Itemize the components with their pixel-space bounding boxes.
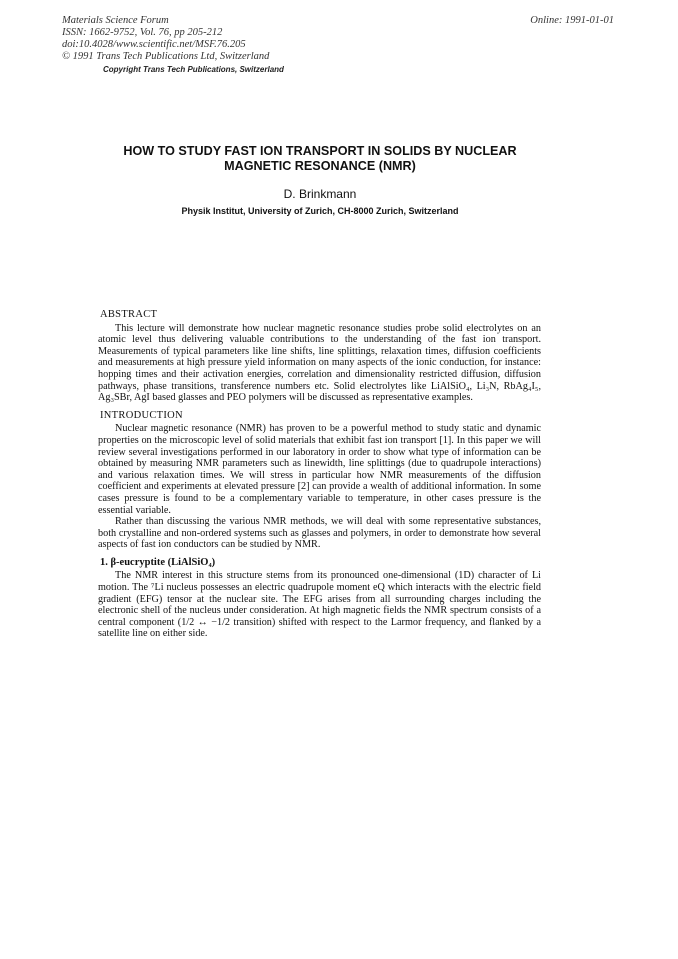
journal-doi: doi:10.4028/www.scientific.net/MSF.76.205 — [62, 39, 246, 50]
introduction-paragraph-1: Nuclear magnetic resonance (NMR) has proven to be a powerful method to study static and dynamic properties on the microscopic level of solid materials that exhibit fast ion transport [1]. In this paper we will review several investigations performed in our laboratory in order to show what type of information can be obtained by measuring NMR parameters such as linewidth, line splittings (due to quadrupole interactions) and various relaxation times. We will stress in particular how NMR measurements of the diffusion coefficient and experiments at elevated pressure [2] can provide a wealth of additional information. In some cases pressure is found to be a complementary variable to temperature, in other cases pressure is the essential variable. — [98, 423, 541, 516]
online-date: Online: 1991-01-01 — [530, 15, 614, 26]
abstract-heading: ABSTRACT — [100, 309, 158, 320]
abstract-section — [98, 309, 541, 404]
journal-issn: ISSN: 1662-9752, Vol. 76, pp 205-212 — [62, 27, 223, 38]
journal-name: Materials Science Forum — [62, 15, 169, 26]
paper-title — [100, 144, 540, 174]
introduction-heading: INTRODUCTION — [100, 409, 183, 421]
eucryptite-heading: 1. β-eucryptite (LiAlSiO₄) — [100, 556, 216, 568]
author-name: D. Brinkmann — [283, 187, 357, 201]
eucryptite-section — [98, 557, 541, 640]
paper-body — [98, 309, 541, 640]
eucryptite-paragraph: The NMR interest in this structure stems from its pronounced one-dimensional (1D) character of Li motion. The ⁷Li nucleus possesses an electric quadrupole moment eQ which interacts with the electric field gradient (EFG) tensor at the nuclear site. The EFG arises from all surrounding charges including the electronic shell of the nucleus under consideration. At high magnetic fields the NMR spectrum consists of a central component (1/2 ↔ −1/2 transition) shifted with respect to the Larmor frequency, and flanked by a satellite line on either side. — [98, 570, 541, 640]
abstract-paragraph: This lecture will demonstrate how nuclear magnetic resonance studies probe solid electrolytes on an atomic level thus delivering valuable contributions to the understanding of the fast ion transport. Measurements of typical parameters like line shifts, line splittings, relaxation times, diffusion coefficients and measurements at high pressure yield information on many aspects of the ionic conduction, for instance: hopping times and their activation energies, correlation and dimensionality restricted diffusion, diffusion pathways, phase transitions, transference numbers etc. Solid electrolytes like LiAlSiO₄, Li₃N, RbAg₄I₅, Ag₃SBr, AgI based glasses and PEO polymers will be discussed as representative examples. — [98, 322, 541, 404]
journal-header — [62, 15, 269, 63]
introduction-section — [98, 410, 541, 551]
introduction-paragraph-2: Rather than discussing the various NMR methods, we will deal with some representative substances, both crystalline and non-ordered systems such as glasses and polymers, in order to demonstrate how several aspects of fast ion conductors can be studied by NMR. — [98, 516, 541, 551]
copyright-stamp: Copyright Trans Tech Publications, Switzerland — [103, 65, 284, 74]
journal-copyright: © 1991 Trans Tech Publications Ltd, Switzerland — [62, 51, 270, 62]
title-line-1: HOW TO STUDY FAST ION TRANSPORT IN SOLIDS BY NUCLEAR — [123, 144, 517, 158]
title-line-2: MAGNETIC RESONANCE (NMR) — [224, 159, 416, 173]
author-affiliation: Physik Institut, University of Zurich, CH-8000 Zurich, Switzerland — [181, 206, 459, 216]
